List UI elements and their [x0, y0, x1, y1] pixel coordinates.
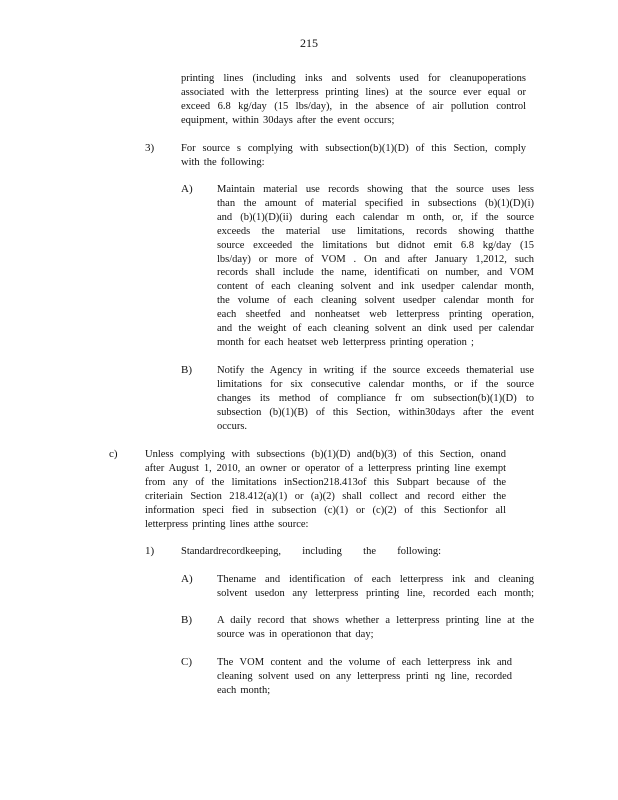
item-label: B) [181, 364, 192, 376]
text-line: equipment, within 30days after the event occurs; [181, 114, 395, 126]
text-line: information speci fied in subsection (c)(1) or (c)(2) of this Sectionfor all [145, 504, 506, 516]
paragraph-item-c1a [217, 573, 534, 601]
item-label: A) [181, 573, 193, 585]
text-line: source was in operationon that day; [217, 628, 374, 640]
paragraph-item-c1c [217, 656, 512, 698]
paragraph-continuation [181, 72, 526, 128]
text-line: printing lines (including inks and solvents used for cleanupoperations [181, 73, 526, 84]
text-line: The VOM content and the volume of each letterpress ink and [217, 657, 512, 668]
text-line: exceed 6.8 kg/day (15 lbs/day), in the absence of air pollution control [181, 100, 526, 112]
item-label: C) [181, 656, 192, 668]
text-line: A daily record that shows whether a letterpress printing line at the [217, 615, 534, 626]
text-line: cleaning solvent used on any letterpress printi ng line, recorded [217, 670, 512, 682]
text-line: records shall include the name, identificati on number, and VOM [217, 267, 534, 279]
item-label: c) [109, 448, 118, 460]
text-line: and the weight of each cleaning solvent an dink used per calendar [217, 323, 534, 335]
paragraph-item-3a [217, 183, 534, 350]
text-line: after August 1, 2010, an owner or operator of a letterpress printing line exempt [145, 462, 506, 474]
paragraph-item-c1b [217, 614, 534, 642]
text-line: Standardrecordkeeping, including the following: [181, 546, 441, 557]
text-line: solvent usedon any letterpress printing line, recorded each month; [217, 587, 534, 599]
text-line: the volume of each cleaning solvent usedper calendar month for [217, 295, 534, 307]
paragraph-item-c1 [181, 545, 441, 559]
text-line: Notify the Agency in writing if the source exceeds thematerial use [217, 365, 534, 376]
item-label: 3) [145, 142, 155, 154]
paragraph-item-3b [217, 364, 534, 434]
item-label: B) [181, 614, 192, 626]
item-label: 1) [145, 545, 155, 557]
text-line: exceeds the material use limitations, records showing thatthe [217, 225, 534, 237]
text-line: changes its method of compliance fr om subsection(b)(1)(D) to [217, 392, 534, 404]
text-line: each month; [217, 684, 271, 696]
text-line: Maintain material use records showing that the source uses less [217, 184, 534, 195]
text-line: Unless complying with subsections (b)(1)(D) and(b)(3) of this Section, onand [145, 449, 506, 460]
text-line: each sheetfed and nonheatset web letterpress printing operation, [217, 309, 534, 321]
text-line: criteriain Section 218.412(a)(1) or (a)(2) shall collect and record either the [145, 490, 506, 502]
text-line: from any of the limitations inSection218.413of this Subpart because of the [145, 476, 506, 488]
text-line: associated with the letterpress printing lines) at the source ever equal or [181, 86, 526, 98]
text-line: For source s complying with subsection(b)(1)(D) of this Section, comply [181, 143, 526, 154]
paragraph-item-c [145, 448, 506, 531]
text-line: subsection (b)(1)(B) of this Section, within30days after the event [217, 406, 534, 418]
text-line: month for each heatset web letterpress printing operation ; [217, 336, 474, 348]
text-line: with the following: [181, 156, 265, 168]
text-line: lbs/day) or more of VOM . On and after January 1,2012, such [217, 253, 534, 265]
item-label: A) [181, 183, 193, 195]
text-line: limitations for six consecutive calendar months, or if the source [217, 378, 534, 390]
text-line: letterpress printing lines atthe source: [145, 518, 309, 530]
text-line: Thename and identification of each letterpress ink and cleaning [217, 574, 534, 585]
text-line: than the amount of material specified in subsections (b)(1)(D)(i) [217, 197, 534, 209]
text-line: occurs. [217, 420, 248, 432]
paragraph-item-3 [181, 142, 526, 170]
text-line: and (b)(1)(D)(ii) during each calendar m onth, or, if the source [217, 211, 534, 223]
text-line: source exceeded the limitations but didnot emit 6.8 kg/day (15 [217, 239, 534, 251]
text-line: content of each cleaning solvent and ink usedper calendar month, [217, 281, 534, 293]
page-number: 215 [300, 36, 318, 50]
